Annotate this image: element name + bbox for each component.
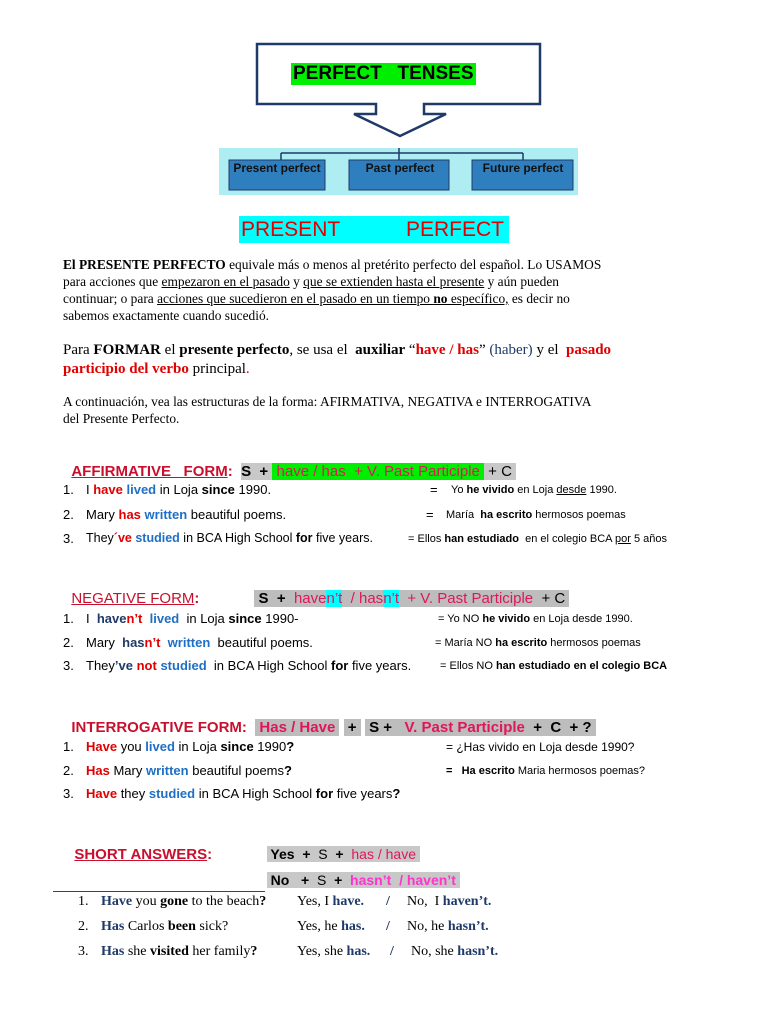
bold-word: for — [315, 786, 334, 801]
negative-formula-vpp: + V. Past Participle — [399, 590, 538, 607]
text: 1990. — [586, 484, 617, 496]
equals-sign: = — [408, 533, 415, 545]
text: five years. — [312, 531, 373, 545]
text: in Loja — [174, 739, 221, 754]
text: en Loja desde 1990. — [530, 613, 633, 625]
question-mark: ? — [284, 763, 292, 778]
list-number: 2. — [63, 763, 74, 778]
affirmative-formula-c: + C — [484, 463, 517, 480]
text: Yes, she — [297, 944, 347, 959]
no-formula-text: No + — [266, 872, 317, 888]
text: Yo NO — [444, 613, 483, 625]
interrogative-formula-q: + ? — [565, 719, 596, 736]
text: en el colegio BCA — [518, 533, 615, 545]
equals-sign: = — [440, 660, 447, 672]
text: Mary — [109, 763, 146, 778]
text: five years — [333, 786, 393, 801]
text: in BCA High School — [206, 658, 331, 673]
intro-text: para acciones que — [63, 274, 162, 289]
formar-pp: presente perfecto — [179, 342, 290, 358]
translation — [408, 533, 667, 545]
formar-aux: auxiliar — [355, 342, 406, 358]
translation — [451, 484, 617, 496]
interrogative-formula-plus: + — [343, 719, 361, 736]
short-answers-heading — [66, 825, 212, 865]
bold-word: since — [201, 482, 235, 497]
negative-colon: : — [194, 590, 200, 607]
list-item — [86, 611, 299, 626]
formar-dot: . — [245, 361, 250, 377]
participle: written — [144, 507, 188, 522]
formar-quote: “ — [405, 342, 416, 358]
yes-formula-aux: has / have — [351, 846, 420, 862]
intro-underline: empezaron en el pasado — [161, 274, 290, 289]
negative-label: NEGATIVE FORM — [71, 590, 195, 607]
text: Ellos — [414, 533, 445, 545]
text: she — [124, 944, 151, 959]
affirmative-formula-s: S + — [241, 463, 273, 480]
formar-participio: participio del verbo — [63, 361, 189, 377]
text: No, I — [407, 894, 443, 909]
yes-formula-text: Yes + — [266, 846, 319, 862]
list-number: 3. — [63, 786, 74, 801]
aux-word: has — [122, 635, 145, 650]
list-item — [86, 763, 292, 778]
text: Yo — [451, 484, 467, 496]
bold-word: han estudiado en el colegio BCA — [495, 660, 668, 672]
text: hermosos poemas — [532, 509, 626, 521]
bold-word: ha escrito — [480, 509, 533, 521]
list-number: 2. — [63, 635, 74, 650]
negative-formula-nt2: n’t — [383, 590, 400, 607]
list-item — [86, 739, 294, 754]
text: Yes, I — [297, 894, 333, 909]
interrogative-formula-vpp: V. Past Participle — [396, 719, 530, 736]
text: Ellos NO — [446, 660, 496, 672]
interrogative-formula-aux: Has / Have — [255, 719, 340, 736]
question-mark: ? — [286, 739, 295, 754]
negative-formula — [246, 569, 569, 609]
section-title-word1: PRESENT — [241, 218, 341, 241]
formar-text: y el — [532, 342, 567, 358]
text: sick? — [195, 919, 229, 934]
text: beautiful poems — [188, 763, 285, 778]
text: Mary — [86, 507, 119, 522]
list-item — [86, 531, 373, 545]
text: I — [86, 611, 97, 626]
header-title: PERFECT TENSES — [293, 63, 474, 84]
continuation-line-2: del Presente Perfecto. — [63, 411, 180, 426]
bold-word: he vivido — [466, 484, 515, 496]
text: en Loja desde 1990? — [519, 740, 635, 754]
intro-text: equivale más o menos al pretérito perfecto del español. Lo USAMOS — [225, 257, 602, 272]
short-no-formula — [259, 852, 460, 890]
underline-word: por — [614, 533, 631, 545]
affirmative-formula-vpp: + V. Past Participle — [349, 463, 485, 480]
bold-word: Ha escrito — [461, 765, 515, 777]
text: you — [132, 894, 161, 909]
negative-formula-have: have — [289, 590, 327, 607]
list-number: 2. — [78, 919, 89, 934]
list-item — [101, 894, 266, 910]
divider-line — [53, 891, 265, 892]
no-answer — [407, 919, 489, 935]
text: you — [117, 739, 146, 754]
no-formula-aux: hasn’t / haven’t — [346, 872, 460, 888]
text: they — [117, 786, 149, 801]
text: Maria hermosos poemas? — [514, 765, 646, 777]
text: ¿Has vivido — [453, 740, 520, 754]
text: to the beach — [188, 894, 260, 909]
translation — [438, 613, 633, 625]
formar-line-2 — [63, 360, 611, 379]
question-mark: ? — [392, 786, 401, 801]
continuation-paragraph — [63, 393, 591, 427]
list-number: 1. — [78, 894, 89, 909]
intro-underline: acciones que sucedieron en el pasado en un tiempo — [157, 291, 434, 306]
text: in Loja — [179, 611, 229, 626]
participle: lived — [145, 739, 175, 754]
affirmative-heading — [63, 442, 516, 482]
negative-formula-s: S + — [254, 590, 290, 607]
formar-word: FORMAR — [93, 342, 161, 358]
formar-paragraph — [63, 341, 611, 379]
formar-haber: (haber) — [485, 342, 533, 358]
list-item — [86, 482, 271, 497]
text: in Loja — [156, 482, 202, 497]
list-number: 3. — [78, 944, 89, 959]
intro-line-1 — [63, 256, 687, 273]
yes-answer — [297, 944, 370, 960]
title-callout-shape — [257, 44, 540, 136]
intro-no: no — [433, 291, 448, 306]
equals-sign: = — [446, 740, 454, 754]
negation: n’t — [144, 635, 161, 650]
text: 1990- — [261, 611, 299, 626]
bold-word: for — [295, 531, 313, 545]
affirmative-formula-aux: have / has — [272, 463, 350, 480]
intro-underline: que se extienden hasta el presente — [303, 274, 485, 289]
participle: studied — [160, 658, 207, 673]
negative-heading — [63, 569, 199, 609]
affirmative-label: AFFIRMATIVE FORM — [71, 463, 228, 480]
text: No, she — [411, 944, 458, 959]
intro-line-3 — [63, 290, 687, 307]
underline-word: desde — [556, 484, 587, 496]
aux-word: hasn’t. — [457, 944, 499, 959]
yes-formula-s: S — [318, 846, 328, 862]
text — [160, 635, 167, 650]
short-answers-colon: : — [207, 846, 213, 863]
bold-word: since — [220, 739, 254, 754]
aux-word: have — [93, 482, 123, 497]
participle: studied — [148, 786, 196, 801]
formar-have-has: have / has — [415, 342, 479, 358]
answer-slash: / — [390, 944, 394, 959]
formar-text: el — [160, 342, 180, 358]
question-mark: ? — [250, 944, 258, 959]
text: They — [86, 531, 114, 545]
text: Mary — [86, 635, 123, 650]
list-item — [86, 507, 286, 522]
short-answers-label: SHORT ANSWERS — [74, 846, 208, 863]
intro-line-4: sabemos exactamente cuando sucedió. — [63, 308, 269, 323]
list-item — [101, 944, 257, 960]
list-number: 1. — [63, 739, 74, 754]
no-formula-s: S — [316, 872, 327, 888]
participle: lived — [126, 482, 157, 497]
affirmative-colon: : — [227, 463, 233, 480]
aux-word: Have — [101, 894, 133, 909]
formar-quote: ” — [478, 342, 486, 358]
text: hermosos poemas — [547, 637, 641, 649]
formar-pasado: pasado — [566, 342, 612, 358]
text: 1990 — [253, 739, 287, 754]
bold-word: for — [330, 658, 349, 673]
intro-underline: específico, — [447, 291, 509, 306]
tense-label-past: Past perfect — [365, 161, 435, 175]
list-number: 1. — [63, 482, 74, 497]
list-number: 2. — [63, 507, 74, 522]
yes-formula-plus: + — [327, 846, 352, 862]
text: Carlos — [124, 919, 168, 934]
aux-word: has — [118, 507, 141, 522]
translation — [440, 660, 667, 672]
interrogative-formula-c: + C — [529, 719, 566, 736]
aux-word: Has — [101, 944, 125, 959]
aux-word: ’ve — [114, 658, 133, 673]
interrogative-formula-s: S + — [364, 719, 397, 736]
text: 5 años — [630, 533, 667, 545]
participle: written — [145, 763, 189, 778]
aux-word: hasn’t. — [447, 919, 489, 934]
text — [452, 765, 461, 777]
translation — [435, 637, 641, 649]
text: They — [86, 658, 115, 673]
list-number: 1. — [63, 611, 74, 626]
no-formula-plus: + — [326, 872, 347, 888]
aux-word: Has — [101, 919, 125, 934]
text: 1990. — [234, 482, 272, 497]
continuation-line-1: A continuación, vea las estructuras de la forma: AFIRMATIVA, NEGATIVA e INTERROGATIVA — [63, 394, 592, 409]
interrogative-colon: : — [241, 719, 247, 736]
list-item — [101, 919, 228, 935]
intro-text: y aún pueden — [484, 274, 559, 289]
text: Yes, he — [297, 919, 342, 934]
text: her family — [188, 944, 251, 959]
interrogative-heading — [63, 698, 596, 738]
aux-word: have. — [332, 894, 365, 909]
text: No, he — [407, 919, 448, 934]
intro-line-2 — [63, 273, 687, 290]
section-title — [239, 216, 509, 243]
participle: gone — [160, 894, 189, 909]
text: beautiful poems. — [187, 507, 287, 522]
aux-word: ´ve — [113, 531, 132, 545]
aux-word: has. — [346, 944, 371, 959]
text: María NO — [441, 637, 496, 649]
list-item — [86, 786, 400, 801]
text: María — [446, 509, 481, 521]
participle: written — [167, 635, 211, 650]
formar-text: Para — [63, 342, 94, 358]
answer-slash: / — [386, 919, 390, 934]
yes-answer — [297, 919, 365, 935]
translation — [446, 765, 645, 777]
yes-answer — [297, 894, 364, 910]
intro-paragraph — [63, 256, 687, 324]
bold-word: ha escrito — [495, 637, 548, 649]
equals-sign: = — [426, 507, 434, 522]
negative-formula-c: + C — [537, 590, 570, 607]
negative-formula-has: / has — [342, 590, 384, 607]
equals-sign: = — [435, 637, 442, 649]
aux-word: have — [96, 611, 127, 626]
intro-text: y — [289, 274, 304, 289]
text: I — [86, 482, 94, 497]
negation: not — [136, 658, 157, 673]
no-answer — [411, 944, 498, 960]
tense-label-future: Future perfect — [482, 161, 564, 175]
bold-word: since — [228, 611, 262, 626]
answer-slash: / — [386, 894, 390, 909]
aux-word: Have — [86, 739, 118, 754]
tense-label-present: Present perfect — [233, 161, 321, 175]
question-mark: ? — [259, 894, 267, 909]
text: five years. — [348, 658, 412, 673]
list-number: 3. — [63, 658, 74, 673]
formar-text: , se usa el — [289, 342, 356, 358]
list-item — [86, 635, 313, 650]
text: in BCA High School — [195, 786, 316, 801]
text: beautiful poems. — [210, 635, 313, 650]
translation — [446, 740, 634, 754]
text: in BCA High School — [179, 531, 296, 545]
negation: n’t — [126, 611, 143, 626]
participle: studied — [135, 531, 180, 545]
aux-word: Has — [86, 763, 110, 778]
participle: visited — [150, 944, 189, 959]
aux-word: has. — [341, 919, 365, 934]
intro-term: El PRESENTE PERFECTO — [63, 257, 226, 272]
no-answer — [407, 894, 491, 910]
participle: lived — [149, 611, 180, 626]
text: en Loja — [514, 484, 557, 496]
section-title-word2: PERFECT — [406, 218, 505, 241]
intro-text: continuar; o para — [63, 291, 158, 306]
list-item — [86, 658, 411, 673]
equals-sign: = — [430, 482, 438, 497]
list-number: 3. — [63, 531, 74, 546]
aux-word: haven’t. — [442, 894, 492, 909]
equals-sign: = — [446, 765, 453, 777]
formar-line-1 — [63, 341, 611, 360]
interrogative-label: INTERROGATIVE FORM — [71, 719, 242, 736]
bold-word: han estudiado — [444, 533, 519, 545]
participle: been — [167, 919, 196, 934]
aux-word: Have — [86, 786, 118, 801]
equals-sign: = — [438, 613, 445, 625]
text — [142, 611, 149, 626]
bold-word: he vivido — [482, 613, 531, 625]
intro-text: es decir no — [508, 291, 570, 306]
negative-formula-nt: n’t — [326, 590, 343, 607]
formar-text: principal — [188, 361, 246, 377]
translation — [446, 509, 626, 521]
